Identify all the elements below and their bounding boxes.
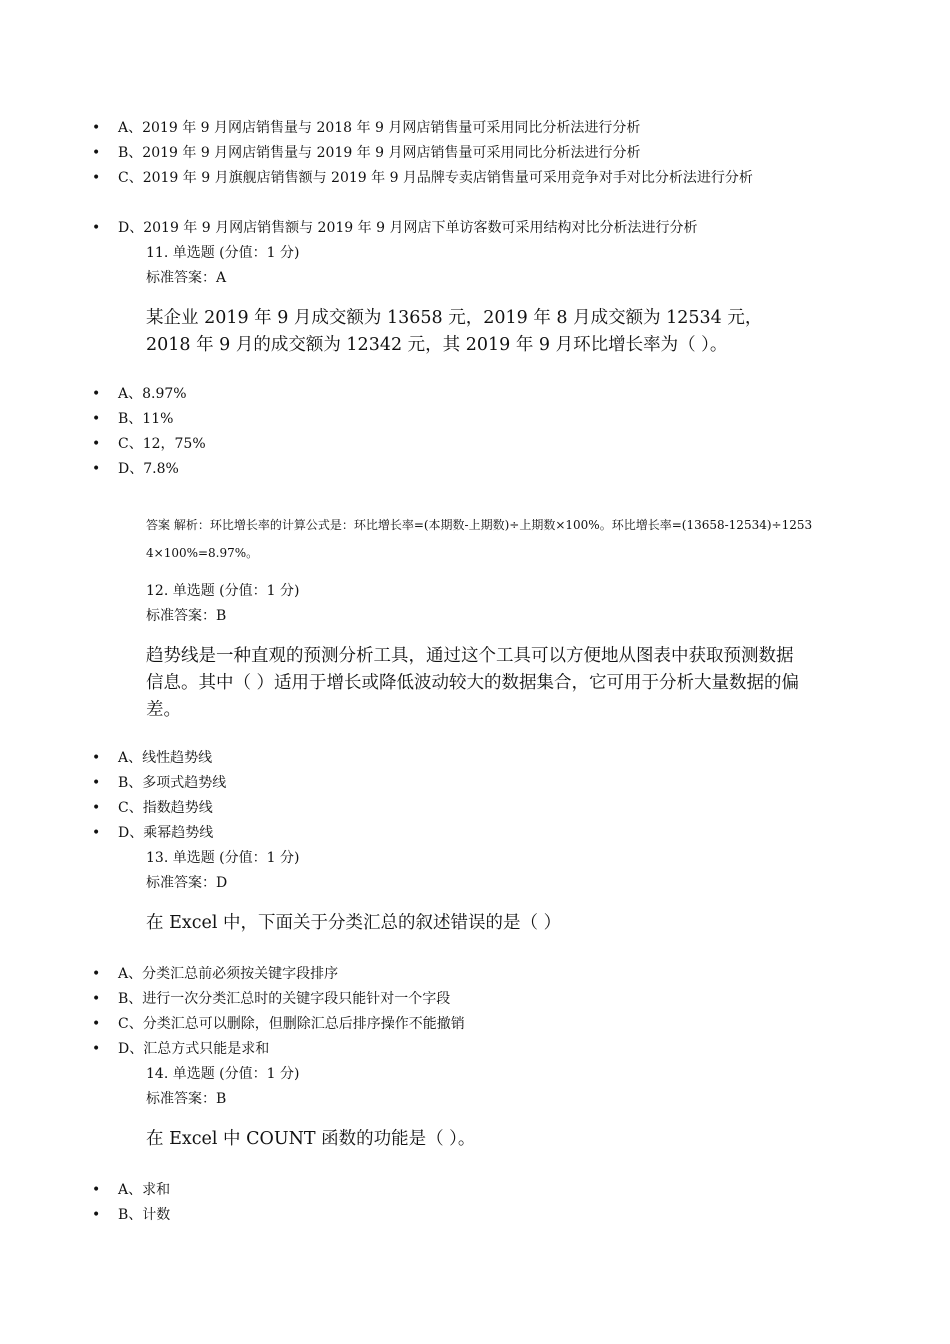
option-text: A、分类汇总前必须按关键字段排序 [118,966,339,982]
list-item [92,1203,812,1228]
option-text: A、线性趋势线 [118,750,213,766]
list-item [92,796,812,821]
bullet-icon: • [92,220,101,236]
question-stem: 在 Excel 中，下面关于分类汇总的叙述错误的是（ ） [146,913,562,933]
bullet-icon: • [92,170,101,186]
list-item [92,216,812,241]
bullet-icon: • [92,411,101,427]
bullet-icon: • [92,1182,101,1198]
question-header: 12. 单选题 (分值：1 分) [146,583,300,599]
list-item [92,1012,812,1037]
list-item [92,166,812,191]
bullet-icon: • [92,800,101,816]
standard-answer: 标准答案：B [146,608,227,624]
question-stem: 在 Excel 中 COUNT 函数的功能是（ ）。 [146,1129,476,1149]
question-header: 11. 单选题 (分值：1 分) [146,245,300,261]
bullet-icon: • [92,1041,101,1057]
question-header: 14. 单选题 (分值：1 分) [146,1066,300,1082]
option-text: D、汇总方式只能是求和 [118,1041,270,1057]
answer-analysis: 答案 解析：环比增长率的计算公式是：环比增长率=(本期数-上期数)÷上期数×100%。环比增长率=(13658-12534)÷12534×100%=8.97%。 [146,518,813,560]
option-text: D、7.8% [118,461,179,477]
bullet-icon: • [92,1207,101,1223]
bullet-icon: • [92,991,101,1007]
standard-answer: 标准答案：D [146,875,228,891]
option-text: A、2019 年 9 月网店销售量与 2018 年 9 月网店销售量可采用同比分析法进行分析 [118,120,641,136]
bullet-icon: • [92,775,101,791]
bullet-icon: • [92,966,101,982]
bullet-icon: • [92,120,101,136]
option-text: B、计数 [118,1207,171,1223]
standard-answer: 标准答案：B [146,1091,227,1107]
question-stem: 某企业 2019 年 9 月成交额为 13658 元，2019 年 8 月成交额为 12534 元，2018 年 9 月的成交额为 12342 元，其 2019 年 9 月环比增长率为（ ）。 [146,308,763,355]
bullet-icon: • [92,436,101,452]
standard-answer: 标准答案：A [146,270,227,286]
list-item [92,382,812,407]
bullet-icon: • [92,145,101,161]
option-text: C、2019 年 9 月旗舰店销售额与 2019 年 9 月品牌专卖店销售量可采用竞争对手对比分析法进行分析 [118,170,753,186]
list-item [92,746,812,771]
option-text: D、2019 年 9 月网店销售额与 2019 年 9 月网店下单访客数可采用结构对比分析法进行分析 [118,220,698,236]
option-text: B、多项式趋势线 [118,775,227,791]
bullet-icon: • [92,825,101,841]
bullet-icon: • [92,1016,101,1032]
option-text: B、11% [118,411,174,427]
list-item [92,1037,812,1062]
list-item [92,771,812,796]
bullet-icon: • [92,461,101,477]
question-stem: 趋势线是一种直观的预测分析工具，通过这个工具可以方便地从图表中获取预测数据信息。其中（ ）适用于增长或降低波动较大的数据集合，它可用于分析大量数据的偏差。 [146,646,800,720]
list-item [92,457,812,482]
list-item [92,821,812,846]
list-item [92,1178,812,1203]
option-text: A、8.97% [118,386,187,402]
list-item [92,432,812,457]
option-text: A、求和 [118,1182,171,1198]
question-header: 13. 单选题 (分值：1 分) [146,850,300,866]
bullet-icon: • [92,386,101,402]
option-text: B、进行一次分类汇总时的关键字段只能针对一个字段 [118,991,451,1007]
option-text: C、分类汇总可以删除，但删除汇总后排序操作不能撤销 [118,1016,465,1032]
list-item [92,407,812,432]
option-text: C、12，75% [118,436,206,452]
option-text: B、2019 年 9 月网店销售量与 2019 年 9 月网店销售量可采用同比分析法进行分析 [118,145,641,161]
option-text: D、乘幂趋势线 [118,825,214,841]
list-item [92,962,812,987]
list-item [92,116,812,141]
list-item [92,987,812,1012]
list-item [92,141,812,166]
bullet-icon: • [92,750,101,766]
option-text: C、指数趋势线 [118,800,213,816]
